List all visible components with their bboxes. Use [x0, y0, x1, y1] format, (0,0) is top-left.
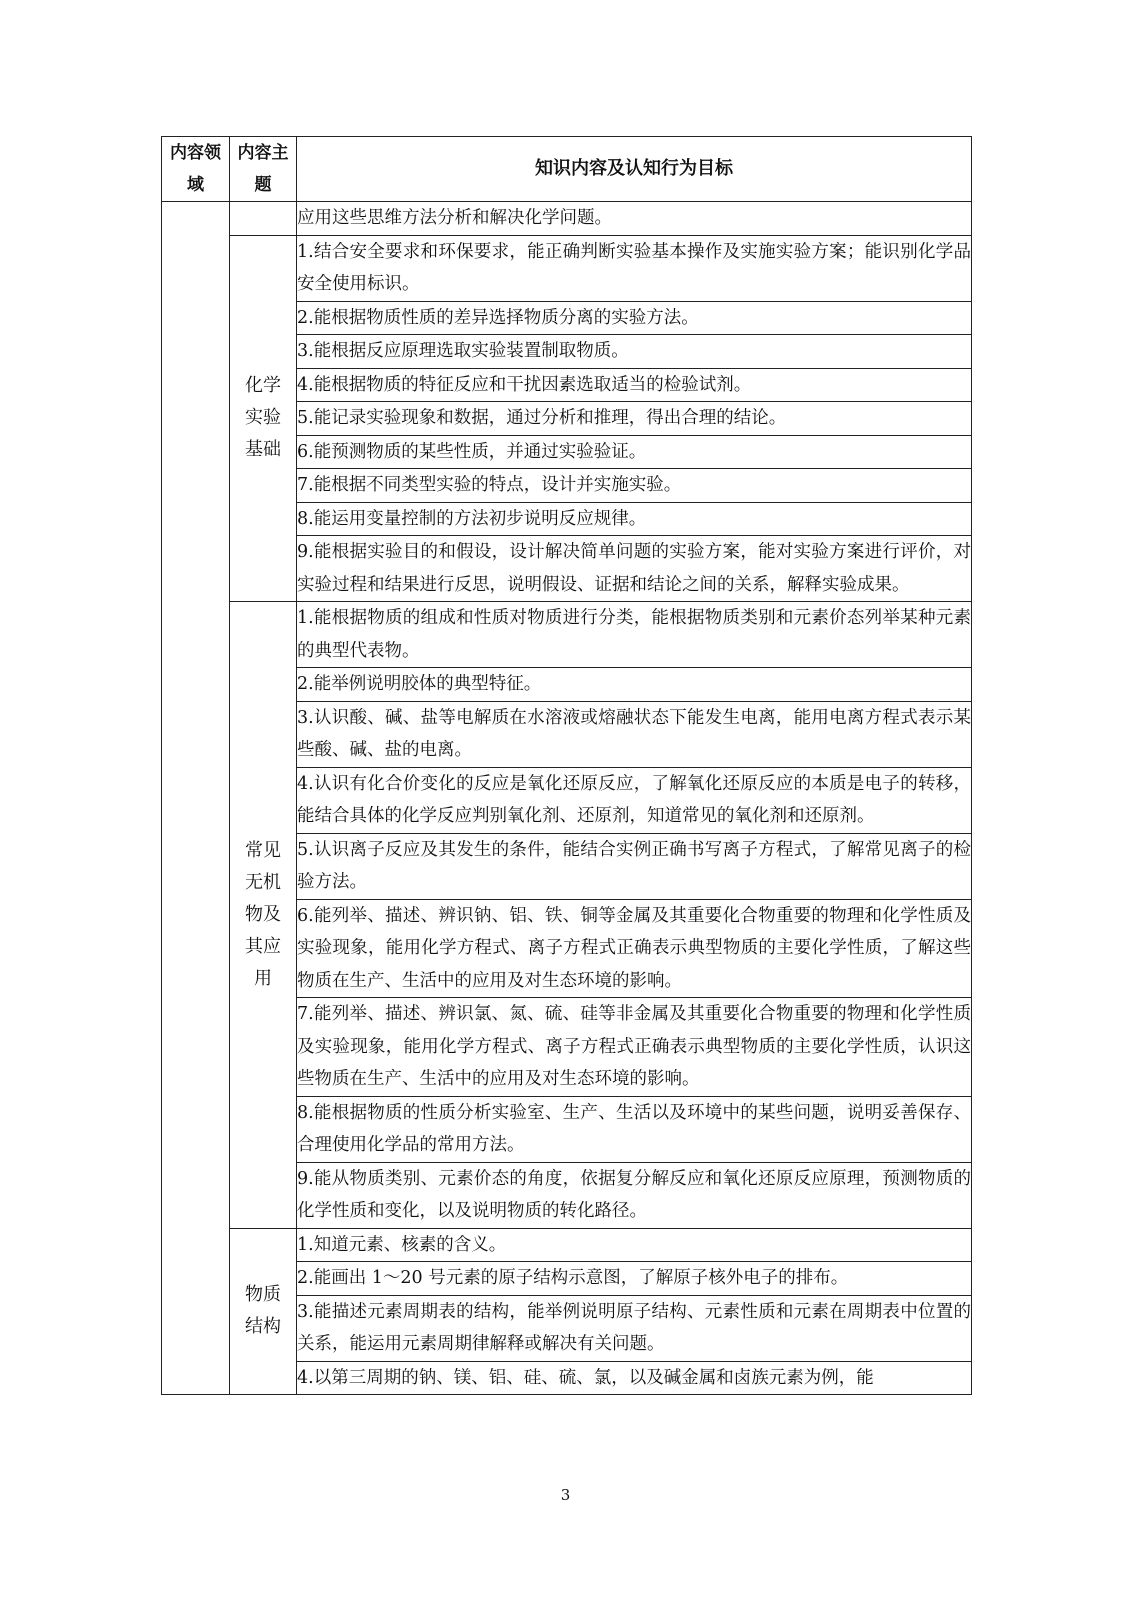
knowledge-item: 2.能根据物质性质的差异选择物质分离的实验方法。 [297, 301, 972, 335]
knowledge-item: 5.认识离子反应及其发生的条件，能结合实例正确书写离子方程式，了解常见离子的检验方法。 [297, 833, 972, 899]
header-content-topic: 内容主题 [230, 137, 297, 202]
table-row [162, 1228, 972, 1262]
table-row [162, 602, 972, 668]
knowledge-item: 1.知道元素、核素的含义。 [297, 1228, 972, 1262]
knowledge-item: 9.能从物质类别、元素价态的角度，依据复分解反应和氧化还原反应原理，预测物质的化学性质和变化，以及说明物质的转化路径。 [297, 1162, 972, 1228]
knowledge-item: 4.能根据物质的特征反应和干扰因素选取适当的检验试剂。 [297, 368, 972, 402]
knowledge-item: 3.能根据反应原理选取实验装置制取物质。 [297, 335, 972, 369]
knowledge-item: 6.能预测物质的某些性质，并通过实验验证。 [297, 435, 972, 469]
knowledge-item: 9.能根据实验目的和假设，设计解决简单问题的实验方案，能对实验方案进行评价，对实验过程和结果进行反思，说明假设、证据和结论之间的关系，解释实验成果。 [297, 536, 972, 602]
topic-cell [230, 235, 297, 602]
topic-label: 物质结构 [245, 1284, 281, 1338]
topic-cell-continued [230, 202, 297, 236]
knowledge-item: 8.能运用变量控制的方法初步说明反应规律。 [297, 502, 972, 536]
header-knowledge-goals: 知识内容及认知行为目标 [297, 137, 972, 202]
knowledge-item: 7.能根据不同类型实验的特点，设计并实施实验。 [297, 469, 972, 503]
knowledge-item: 8.能根据物质的性质分析实验室、生产、生活以及环境中的某些问题，说明妥善保存、合理使用化学品的常用方法。 [297, 1096, 972, 1162]
content-area-cell [162, 202, 230, 1395]
topic-label: 常见无机物及其应用 [245, 839, 281, 989]
knowledge-item: 5.能记录实验现象和数据，通过分析和推理，得出合理的结论。 [297, 402, 972, 436]
knowledge-item: 6.能列举、描述、辨识钠、铝、铁、铜等金属及其重要化合物重要的物理和化学性质及实验现象，能用化学方程式、离子方程式正确表示典型物质的主要化学性质，了解这些物质在生产、生活中的应用及对生态环境的影响。 [297, 899, 972, 998]
table-row [162, 235, 972, 301]
knowledge-item: 2.能举例说明胶体的典型特征。 [297, 668, 972, 702]
knowledge-item: 1.能根据物质的组成和性质对物质进行分类，能根据物质类别和元素价态列举某种元素的典型代表物。 [297, 602, 972, 668]
continuation-item: 应用这些思维方法分析和解决化学问题。 [297, 202, 972, 236]
topic-cell [230, 1228, 297, 1395]
knowledge-item: 7.能列举、描述、辨识氯、氮、硫、硅等非金属及其重要化合物重要的物理和化学性质及实验现象，能用化学方程式、离子方程式正确表示典型物质的主要化学性质，认识这些物质在生产、生活中的应用及对生态环境的影响。 [297, 998, 972, 1097]
knowledge-item: 3.认识酸、碱、盐等电解质在水溶液或熔融状态下能发生电离，能用电离方程式表示某些酸、碱、盐的电离。 [297, 701, 972, 767]
page-number: 3 [560, 1486, 571, 1504]
knowledge-item: 3.能描述元素周期表的结构，能举例说明原子结构、元素性质和元素在周期表中位置的关系，能运用元素周期律解释或解决有关问题。 [297, 1295, 972, 1361]
knowledge-item: 1.结合安全要求和环保要求，能正确判断实验基本操作及实施实验方案；能识别化学品安全使用标识。 [297, 235, 972, 301]
topic-cell [230, 602, 297, 1229]
curriculum-table [161, 136, 972, 1395]
topic-label: 化学实验基础 [245, 375, 281, 461]
table-header-row [162, 137, 972, 202]
knowledge-item: 2.能画出 1～20 号元素的原子结构示意图，了解原子核外电子的排布。 [297, 1262, 972, 1296]
knowledge-item: 4.以第三周期的钠、镁、铝、硅、硫、氯，以及碱金属和卤族元素为例，能 [297, 1361, 972, 1395]
knowledge-item: 4.认识有化合价变化的反应是氧化还原反应，了解氧化还原反应的本质是电子的转移，能结合具体的化学反应判别氧化剂、还原剂，知道常见的氧化剂和还原剂。 [297, 767, 972, 833]
table-row [162, 202, 972, 236]
header-content-area: 内容领域 [162, 137, 230, 202]
